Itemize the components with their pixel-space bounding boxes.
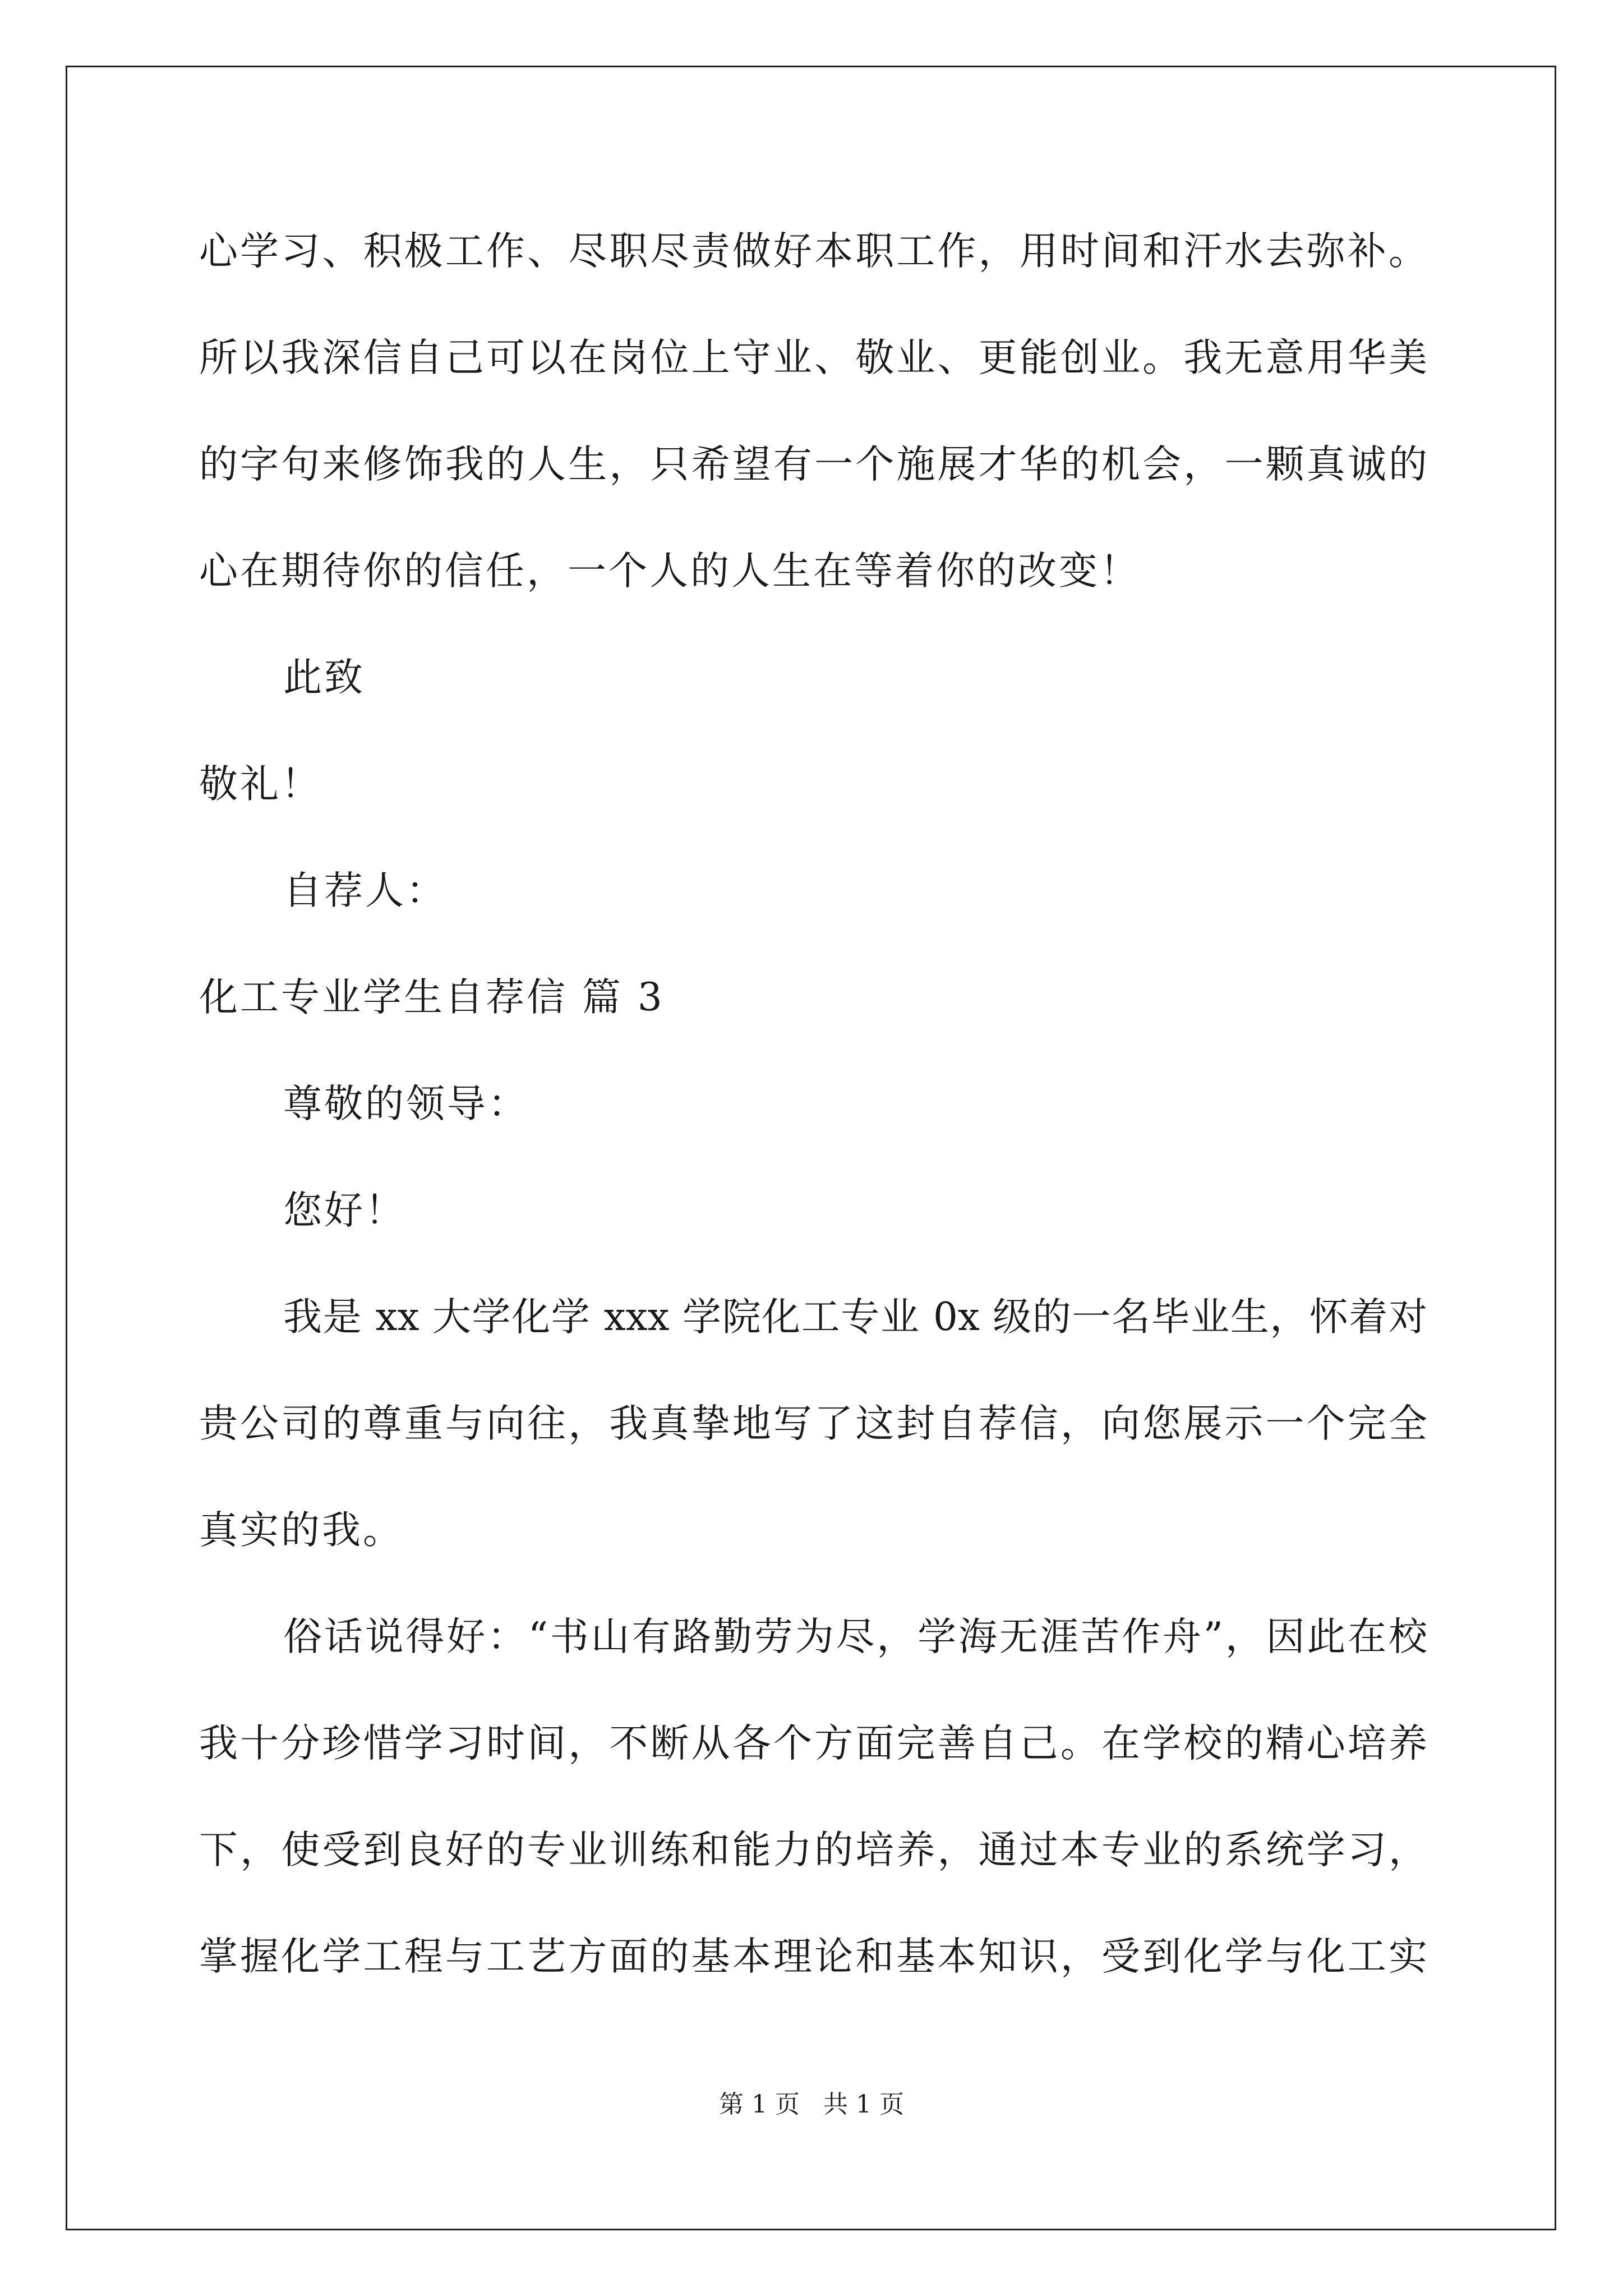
body-line: 俗话说得好：“书山有路勤劳为尽，学海无涯苦作舟”，因此在校 xyxy=(283,1614,1427,1659)
closing-regards: 敬礼！ xyxy=(199,762,322,807)
body-line: 掌握化学工程与工艺方面的基本理论和基本知识，受到化学与化工实 xyxy=(199,1934,1427,1979)
section-title: 化工专业学生自荐信 篇 3 xyxy=(199,975,665,1020)
body-line: 我十分珍惜学习时间，不断从各个方面完善自己。在学校的精心培养 xyxy=(199,1721,1427,1766)
greeting: 尊敬的领导： xyxy=(283,1082,529,1126)
body-line: 真实的我。 xyxy=(199,1508,404,1553)
closing-salutation: 此致 xyxy=(283,655,365,700)
page-border xyxy=(66,66,1556,2230)
greeting-hello: 您好！ xyxy=(283,1188,406,1233)
signature-label: 自荐人： xyxy=(283,868,447,913)
body-line: 所以我深信自己可以在岗位上守业、敬业、更能创业。我无意用华美 xyxy=(199,335,1427,380)
body-line: 我是 xx 大学化学 xxx 学院化工专业 0x 级的一名毕业生，怀着对 xyxy=(283,1295,1427,1340)
page-footer: 第 1 页 共 1 页 xyxy=(719,2090,904,2119)
body-line: 的字句来修饰我的人生，只希望有一个施展才华的机会，一颗真诚的 xyxy=(199,442,1427,487)
body-line: 下，使受到良好的专业训练和能力的培养，通过本专业的系统学习， xyxy=(199,1828,1427,1872)
body-line: 心在期待你的信任，一个人的人生在等着你的改变！ xyxy=(199,549,1141,593)
body-line: 心学习、积极工作、尽职尽责做好本职工作，用时间和汗水去弥补。 xyxy=(199,229,1427,274)
body-line: 贵公司的尊重与向往，我真挚地写了这封自荐信，向您展示一个完全 xyxy=(199,1401,1427,1446)
